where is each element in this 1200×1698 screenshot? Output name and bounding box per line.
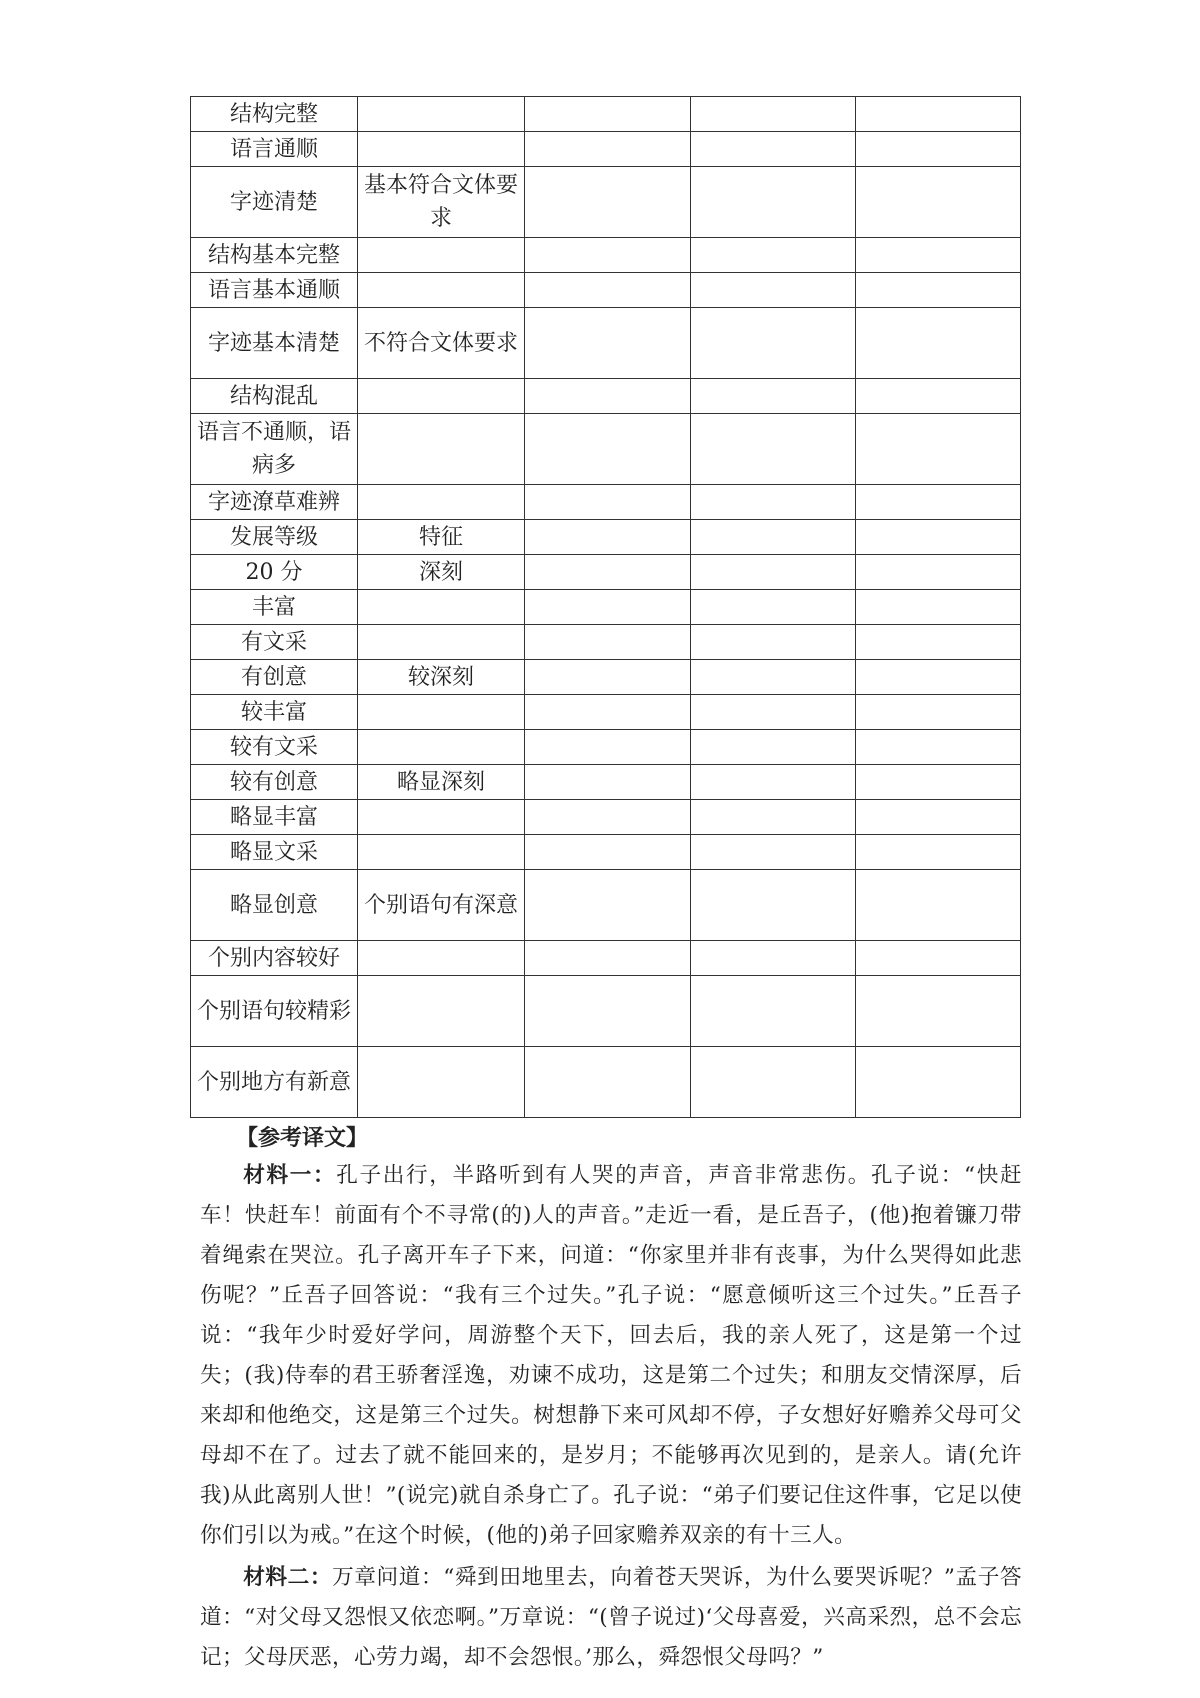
table-row	[191, 590, 1021, 625]
empty-cell	[856, 800, 1021, 835]
table-row	[191, 308, 1021, 379]
empty-cell	[856, 379, 1021, 414]
empty-cell	[856, 765, 1021, 800]
empty-cell	[856, 976, 1021, 1047]
empty-cell	[856, 660, 1021, 695]
empty-cell	[525, 414, 691, 485]
table-row	[191, 238, 1021, 273]
table-row	[191, 1047, 1021, 1118]
table-row	[191, 730, 1021, 765]
feature-cell	[358, 238, 525, 273]
grade-cell: 个别语句较精彩	[191, 976, 358, 1047]
material-one-label: 材料一：	[243, 1163, 337, 1188]
table-row	[191, 485, 1021, 520]
empty-cell	[856, 870, 1021, 941]
feature-cell	[358, 132, 525, 167]
empty-cell	[856, 97, 1021, 132]
empty-cell	[525, 800, 691, 835]
empty-cell	[525, 870, 691, 941]
feature-cell: 个别语句有深意	[358, 870, 525, 941]
grade-cell: 发展等级	[191, 520, 358, 555]
empty-cell	[525, 555, 691, 590]
feature-cell	[358, 97, 525, 132]
material-two-text: 万章问道：“舜到田地里去，向着苍天哭诉，为什么要哭诉呢？”孟子答道：“对父母又怨恨又依恋啊。”万章说：“(曾子说过)‘父母喜爱，兴高采烈，总不会忘记；父母厌恶，心劳力竭，却不会怨恨。’那么，舜怨恨父母吗？”	[200, 1565, 1022, 1670]
empty-cell	[525, 660, 691, 695]
feature-cell	[358, 485, 525, 520]
feature-cell: 基本符合文体要求	[358, 167, 525, 238]
grade-cell: 有创意	[191, 660, 358, 695]
empty-cell	[525, 1047, 691, 1118]
empty-cell	[691, 308, 856, 379]
grade-cell: 结构完整	[191, 97, 358, 132]
grade-cell: 较丰富	[191, 695, 358, 730]
empty-cell	[856, 625, 1021, 660]
table-row	[191, 660, 1021, 695]
empty-cell	[691, 695, 856, 730]
grade-cell: 有文采	[191, 625, 358, 660]
feature-cell: 深刻	[358, 555, 525, 590]
feature-cell	[358, 976, 525, 1047]
grade-cell: 20 分	[191, 555, 358, 590]
empty-cell	[856, 555, 1021, 590]
empty-cell	[856, 414, 1021, 485]
grade-cell: 字迹清楚	[191, 167, 358, 238]
empty-cell	[856, 1047, 1021, 1118]
empty-cell	[525, 273, 691, 308]
grade-cell: 字迹潦草难辨	[191, 485, 358, 520]
feature-cell	[358, 414, 525, 485]
table-row	[191, 625, 1021, 660]
empty-cell	[691, 555, 856, 590]
empty-cell	[691, 97, 856, 132]
empty-cell	[691, 273, 856, 308]
material-one-paragraph	[200, 1156, 1022, 1556]
feature-cell	[358, 941, 525, 976]
empty-cell	[525, 238, 691, 273]
empty-cell	[691, 835, 856, 870]
empty-cell	[691, 976, 856, 1047]
grade-cell: 略显文采	[191, 835, 358, 870]
empty-cell	[525, 941, 691, 976]
grade-cell: 字迹基本清楚	[191, 308, 358, 379]
table-row	[191, 835, 1021, 870]
grade-cell: 丰富	[191, 590, 358, 625]
empty-cell	[691, 167, 856, 238]
feature-cell	[358, 695, 525, 730]
empty-cell	[691, 132, 856, 167]
empty-cell	[856, 695, 1021, 730]
empty-cell	[856, 485, 1021, 520]
table-row	[191, 97, 1021, 132]
empty-cell	[691, 590, 856, 625]
empty-cell	[856, 835, 1021, 870]
empty-cell	[525, 835, 691, 870]
grading-table	[190, 96, 1021, 1118]
feature-cell	[358, 590, 525, 625]
grade-cell: 语言不通顺，语病多	[191, 414, 358, 485]
empty-cell	[691, 485, 856, 520]
empty-cell	[691, 800, 856, 835]
table-row	[191, 414, 1021, 485]
empty-cell	[691, 730, 856, 765]
table-row	[191, 976, 1021, 1047]
grade-cell: 较有文采	[191, 730, 358, 765]
empty-cell	[856, 520, 1021, 555]
empty-cell	[691, 660, 856, 695]
empty-cell	[525, 167, 691, 238]
feature-cell	[358, 273, 525, 308]
empty-cell	[525, 485, 691, 520]
table-row	[191, 555, 1021, 590]
empty-cell	[691, 765, 856, 800]
empty-cell	[691, 625, 856, 660]
empty-cell	[856, 167, 1021, 238]
grade-cell: 结构基本完整	[191, 238, 358, 273]
empty-cell	[525, 976, 691, 1047]
feature-cell: 不符合文体要求	[358, 308, 525, 379]
empty-cell	[525, 695, 691, 730]
feature-cell: 较深刻	[358, 660, 525, 695]
grade-cell: 略显创意	[191, 870, 358, 941]
empty-cell	[525, 625, 691, 660]
empty-cell	[525, 379, 691, 414]
empty-cell	[525, 97, 691, 132]
feature-cell	[358, 800, 525, 835]
table-row	[191, 800, 1021, 835]
section-heading: 【参考译文】	[236, 1125, 369, 1151]
material-two-label: 材料二：	[243, 1565, 333, 1590]
grade-cell: 个别地方有新意	[191, 1047, 358, 1118]
table-row	[191, 765, 1021, 800]
empty-cell	[525, 590, 691, 625]
empty-cell	[525, 308, 691, 379]
feature-cell	[358, 625, 525, 660]
table-row	[191, 870, 1021, 941]
grade-cell: 略显丰富	[191, 800, 358, 835]
grade-cell: 较有创意	[191, 765, 358, 800]
empty-cell	[856, 132, 1021, 167]
empty-cell	[525, 132, 691, 167]
empty-cell	[856, 590, 1021, 625]
grade-cell: 结构混乱	[191, 379, 358, 414]
reference-translation	[200, 1122, 1022, 1680]
feature-cell	[358, 379, 525, 414]
grade-cell: 语言通顺	[191, 132, 358, 167]
empty-cell	[525, 765, 691, 800]
grade-cell: 语言基本通顺	[191, 273, 358, 308]
empty-cell	[856, 308, 1021, 379]
empty-cell	[691, 870, 856, 941]
feature-cell	[358, 1047, 525, 1118]
empty-cell	[856, 941, 1021, 976]
table-row	[191, 695, 1021, 730]
feature-cell: 特征	[358, 520, 525, 555]
empty-cell	[691, 414, 856, 485]
empty-cell	[691, 1047, 856, 1118]
empty-cell	[691, 520, 856, 555]
table-row	[191, 941, 1021, 976]
empty-cell	[525, 730, 691, 765]
grade-cell: 个别内容较好	[191, 941, 358, 976]
feature-cell: 略显深刻	[358, 765, 525, 800]
material-one-text: 孔子出行，半路听到有人哭的声音，声音非常悲伤。孔子说：“快赶车！快赶车！前面有个不寻常(的)人的声音。”走近一看，是丘吾子，(他)抱着镰刀带着绳索在哭泣。孔子离开车子下来，问道：“你家里并非有丧事，为什么哭得如此悲伤呢？”丘吾子回答说：“我有三个过失。”孔子说：“愿意倾听这三个过失。”丘吾子说：“我年少时爱好学问，周游整个天下，回去后，我的亲人死了，这是第一个过失；(我)侍奉的君王骄奢淫逸，劝谏不成功，这是第二个过失；和朋友交情深厚，后来却和他绝交，这是第三个过失。树想静下来可风却不停，子女想好好赡养父母可父母却不在了。过去了就不能回来的，是岁月；不能够再次见到的，是亲人。请(允许我)从此离别人世！”(说完)就自杀身亡了。孔子说：“弟子们要记住这件事，它足以使你们引以为戒。”在这个时候，(他的)弟子回家赡养双亲的有十三人。	[200, 1163, 1022, 1548]
feature-cell	[358, 835, 525, 870]
table-row	[191, 520, 1021, 555]
empty-cell	[856, 273, 1021, 308]
empty-cell	[691, 379, 856, 414]
material-two-paragraph	[200, 1558, 1022, 1678]
table-row	[191, 273, 1021, 308]
empty-cell	[856, 238, 1021, 273]
empty-cell	[856, 730, 1021, 765]
feature-cell	[358, 730, 525, 765]
empty-cell	[691, 941, 856, 976]
empty-cell	[525, 520, 691, 555]
table-row	[191, 167, 1021, 238]
table-row	[191, 132, 1021, 167]
empty-cell	[691, 238, 856, 273]
table-row	[191, 379, 1021, 414]
